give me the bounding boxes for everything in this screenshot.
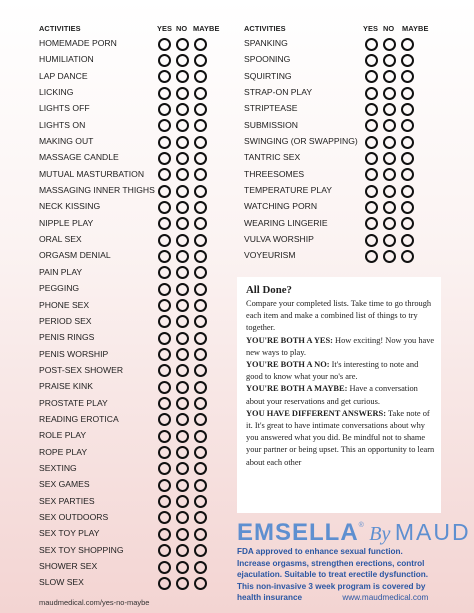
maybe-circle[interactable] [194, 38, 207, 51]
activity-row [39, 281, 209, 297]
activity-label: MASSAGE CANDLE [39, 152, 119, 163]
different-answers-label: YOU HAVE DIFFERENT ANSWERS: [246, 408, 386, 418]
no-circle[interactable] [176, 217, 189, 230]
maybe-circle[interactable] [194, 266, 207, 279]
activity-label: SEX PARTIES [39, 495, 95, 506]
no-circle[interactable] [176, 152, 189, 165]
maybe-circle[interactable] [194, 348, 207, 361]
no-circle[interactable] [176, 446, 189, 459]
left-activities-column [39, 24, 220, 592]
yes-circle[interactable] [158, 315, 171, 328]
both-yes-text: How exciting! Now you have new ways to play. [246, 335, 435, 357]
no-circle[interactable] [176, 462, 189, 475]
fda-line-1: FDA approved to enhance sexual function. [237, 547, 403, 556]
activity-row [39, 167, 209, 183]
yes-circle[interactable] [365, 201, 378, 214]
activity-label: SEX TOY SHOPPING [39, 544, 124, 555]
maybe-circle[interactable] [194, 70, 207, 83]
maybe-circle[interactable] [194, 479, 207, 492]
maybe-heading: MAYBE [193, 24, 220, 33]
maybe-circle[interactable] [401, 250, 414, 263]
no-circle[interactable] [176, 266, 189, 279]
activity-label: ORAL SEX [39, 234, 82, 245]
activity-label: SPOONING [244, 54, 291, 65]
activity-label: SUBMISSION [244, 119, 298, 130]
maybe-circle[interactable] [401, 54, 414, 67]
activity-row [39, 363, 209, 379]
activity-label: PHONE SEX [39, 299, 90, 310]
yes-circle[interactable] [158, 54, 171, 67]
maudmedical-link[interactable]: www.maudmedical.com [342, 593, 429, 602]
no-circle[interactable] [176, 381, 189, 394]
maybe-circle[interactable] [194, 577, 207, 590]
maybe-circle[interactable] [401, 119, 414, 132]
activity-label: SEX TOY PLAY [39, 528, 100, 539]
activity-label: WEARING LINGERIE [244, 217, 328, 228]
maybe-circle[interactable] [194, 495, 207, 508]
activity-row [244, 52, 436, 68]
activity-label: SHOWER SEX [39, 561, 98, 571]
fda-line-5-row [237, 592, 452, 604]
activity-row [244, 69, 436, 85]
maybe-circle[interactable] [194, 462, 207, 475]
yes-circle[interactable] [158, 332, 171, 345]
activity-row [244, 167, 436, 183]
yes-circle[interactable] [158, 299, 171, 312]
maybe-circle[interactable] [194, 283, 207, 296]
no-circle[interactable] [176, 348, 189, 361]
activity-row [244, 36, 436, 52]
activity-row [39, 330, 209, 346]
yes-circle[interactable] [158, 528, 171, 541]
no-circle[interactable] [383, 136, 396, 149]
yes-circle[interactable] [365, 152, 378, 165]
no-circle[interactable] [176, 54, 189, 67]
maybe-circle[interactable] [401, 103, 414, 116]
maybe-circle[interactable] [194, 185, 207, 198]
activity-label: THREESOMES [244, 168, 305, 179]
activity-row [39, 526, 209, 542]
no-circle[interactable] [176, 87, 189, 100]
activity-label: POST-SEX SHOWER [39, 364, 124, 375]
yes-circle[interactable] [365, 217, 378, 230]
no-circle[interactable] [176, 119, 189, 132]
yes-circle[interactable] [158, 217, 171, 230]
activity-row [244, 85, 436, 101]
activity-row [39, 183, 209, 199]
maybe-circle[interactable] [194, 119, 207, 132]
activity-row [39, 461, 209, 477]
yes-circle[interactable] [158, 364, 171, 377]
no-circle[interactable] [176, 185, 189, 198]
maybe-circle[interactable] [194, 315, 207, 328]
no-circle[interactable] [176, 413, 189, 426]
maybe-circle[interactable] [194, 234, 207, 247]
activity-label: PEGGING [39, 283, 80, 294]
activity-row [39, 101, 209, 117]
yes-circle[interactable] [365, 168, 378, 181]
yes-circle[interactable] [158, 479, 171, 492]
activity-label: PRAISE KINK [39, 381, 93, 392]
activity-row [39, 510, 209, 526]
no-circle[interactable] [176, 315, 189, 328]
maybe-circle[interactable] [401, 185, 414, 198]
yes-circle[interactable] [158, 185, 171, 198]
no-circle[interactable] [176, 70, 189, 83]
emsella-wordmark: EMSELLA [237, 519, 359, 546]
fda-line-4: This non-invasive 3 week program is covered by [237, 581, 426, 591]
by-wordmark: By [369, 523, 391, 545]
emsella-by-maud-logo [237, 519, 471, 545]
activity-label: MUTUAL MASTURBATION [39, 168, 145, 179]
yes-circle[interactable] [158, 70, 171, 83]
yes-circle[interactable] [158, 38, 171, 51]
no-circle[interactable] [176, 103, 189, 116]
activity-row [39, 494, 209, 510]
all-done-box [237, 277, 441, 513]
activity-row [39, 134, 209, 150]
activity-row [39, 298, 209, 314]
no-circle[interactable] [383, 87, 396, 100]
yes-circle[interactable] [365, 70, 378, 83]
yes-circle[interactable] [158, 577, 171, 590]
maybe-circle[interactable] [401, 87, 414, 100]
activity-row [244, 216, 436, 232]
activity-label: VULVA WORSHIP [244, 234, 314, 245]
no-circle[interactable] [383, 54, 396, 67]
no-circle[interactable] [383, 168, 396, 181]
no-circle[interactable] [176, 201, 189, 214]
maybe-circle[interactable] [401, 168, 414, 181]
footer-url[interactable]: maudmedical.com/yes-no-maybe [39, 598, 150, 607]
activity-label: SEX GAMES [39, 479, 90, 490]
all-done-intro: Compare your completed lists. Take time to go through each item and make a combined list of things to try together. [246, 299, 432, 333]
yes-circle[interactable] [365, 250, 378, 263]
maybe-circle[interactable] [194, 397, 207, 410]
both-maybe-text: Have a conversation about your reservations and get curious. [246, 384, 418, 406]
activity-label: NECK KISSING [39, 201, 101, 212]
activity-row [39, 199, 209, 215]
maybe-circle[interactable] [401, 38, 414, 51]
maybe-circle[interactable] [401, 234, 414, 247]
yes-circle[interactable] [158, 495, 171, 508]
activity-row [244, 101, 436, 117]
activity-label: LAP DANCE [39, 70, 88, 81]
activity-label: LIGHTS ON [39, 119, 86, 130]
activity-row [39, 543, 209, 559]
yes-circle[interactable] [158, 462, 171, 475]
activity-label: READING EROTICA [39, 413, 119, 424]
maybe-circle[interactable] [401, 217, 414, 230]
yes-circle[interactable] [158, 250, 171, 263]
left-column-header [39, 24, 220, 36]
activity-row [39, 265, 209, 281]
no-circle[interactable] [383, 217, 396, 230]
maybe-circle[interactable] [401, 152, 414, 165]
right-column-header [244, 24, 436, 36]
activity-row [39, 445, 209, 461]
activity-label: SQUIRTING [244, 70, 292, 81]
no-circle[interactable] [176, 511, 189, 524]
activity-label: NIPPLE PLAY [39, 217, 94, 228]
activity-row [39, 118, 209, 134]
no-circle[interactable] [176, 234, 189, 247]
both-yes-label: YOU'RE BOTH A YES: [246, 335, 333, 345]
activity-label: TANTRIC SEX [244, 152, 301, 163]
fda-line-2: Increase orgasms, strengthen erections, control [237, 558, 425, 568]
yes-heading: YES [157, 24, 173, 33]
activity-row [244, 248, 436, 264]
no-circle[interactable] [176, 168, 189, 181]
maybe-circle[interactable] [194, 511, 207, 524]
activity-row [39, 396, 209, 412]
activity-label: PROSTATE PLAY [39, 397, 108, 408]
activity-label: PAIN PLAY [39, 266, 83, 277]
activity-label: LICKING [39, 87, 74, 98]
maybe-circle[interactable] [401, 136, 414, 149]
no-circle[interactable] [176, 397, 189, 410]
maybe-circle[interactable] [194, 528, 207, 541]
yes-circle[interactable] [158, 136, 171, 149]
no-circle[interactable] [176, 430, 189, 443]
no-circle[interactable] [383, 70, 396, 83]
activities-heading: ACTIVITIES [39, 24, 81, 33]
yes-circle[interactable] [158, 201, 171, 214]
maybe-circle[interactable] [194, 168, 207, 181]
yes-circle[interactable] [158, 413, 171, 426]
maybe-circle[interactable] [194, 103, 207, 116]
maybe-circle[interactable] [194, 561, 207, 574]
activity-label: MASSAGING INNER THIGHS [39, 185, 155, 196]
yes-circle[interactable] [365, 54, 378, 67]
no-circle[interactable] [383, 103, 396, 116]
activity-label: HUMILIATION [39, 54, 94, 65]
activity-label: SLOW SEX [39, 577, 84, 588]
right-activities-column [244, 24, 436, 265]
no-circle[interactable] [176, 561, 189, 574]
maybe-circle[interactable] [194, 413, 207, 426]
maybe-circle[interactable] [194, 332, 207, 345]
activity-row [39, 477, 209, 493]
activity-label: SPANKING [244, 38, 288, 48]
both-yes-paragraph [246, 335, 435, 359]
no-heading: NO [383, 24, 395, 33]
no-circle[interactable] [176, 479, 189, 492]
no-circle[interactable] [176, 364, 189, 377]
no-circle[interactable] [383, 38, 396, 51]
maybe-heading: MAYBE [402, 24, 429, 33]
no-circle[interactable] [383, 250, 396, 263]
activity-label: TEMPERATURE PLAY [244, 185, 333, 196]
no-circle[interactable] [176, 136, 189, 149]
activity-label: ORGASM DENIAL [39, 250, 111, 261]
yes-circle[interactable] [158, 446, 171, 459]
both-no-paragraph [246, 359, 435, 383]
yes-circle[interactable] [158, 544, 171, 557]
activity-row [39, 314, 209, 330]
maybe-circle[interactable] [194, 299, 207, 312]
maybe-circle[interactable] [194, 87, 207, 100]
no-circle[interactable] [383, 201, 396, 214]
yes-circle[interactable] [365, 87, 378, 100]
both-no-label: YOU'RE BOTH A NO: [246, 360, 330, 370]
maybe-circle[interactable] [194, 136, 207, 149]
yes-circle[interactable] [158, 87, 171, 100]
activity-label: WATCHING PORN [244, 201, 318, 212]
maybe-circle[interactable] [194, 201, 207, 214]
yes-circle[interactable] [158, 119, 171, 132]
yes-circle[interactable] [158, 103, 171, 116]
yes-circle[interactable] [158, 234, 171, 247]
activity-row [244, 183, 436, 199]
activity-row [39, 69, 209, 85]
activities-heading: ACTIVITIES [244, 24, 286, 33]
yes-circle[interactable] [158, 348, 171, 361]
fda-line-5: health insurance [237, 593, 303, 602]
yes-circle[interactable] [158, 381, 171, 394]
no-circle[interactable] [176, 544, 189, 557]
activity-row [39, 85, 209, 101]
no-circle[interactable] [176, 495, 189, 508]
both-no-text: It's interesting to note and good to know what your no's are. [246, 360, 419, 382]
yes-circle[interactable] [365, 185, 378, 198]
both-maybe-paragraph [246, 383, 435, 407]
activity-label: SWINGING (OR SWAPPING) [244, 136, 358, 147]
activity-label: PENIS RINGS [39, 332, 95, 343]
maybe-circle[interactable] [194, 217, 207, 230]
registered-mark: ® [358, 522, 364, 529]
activity-label: PENIS WORSHIP [39, 348, 109, 359]
yes-circle[interactable] [365, 119, 378, 132]
no-heading: NO [176, 24, 188, 33]
maybe-circle[interactable] [194, 381, 207, 394]
yes-circle[interactable] [158, 511, 171, 524]
yes-circle[interactable] [365, 136, 378, 149]
different-answers-paragraph [246, 408, 435, 469]
maybe-circle[interactable] [194, 446, 207, 459]
activity-row [39, 248, 209, 264]
yes-circle[interactable] [158, 266, 171, 279]
activity-row [244, 118, 436, 134]
yes-circle[interactable] [365, 38, 378, 51]
yes-circle[interactable] [158, 283, 171, 296]
different-answers-text: Take note of it. It's great to have intimate conversations about why you answered what you did. Be mindful not to shame your partner or being upset. This an opportunity to learn about each other [246, 408, 435, 467]
activity-label: STRIPTEASE [244, 103, 298, 114]
activity-row [244, 150, 436, 166]
maybe-circle[interactable] [194, 430, 207, 443]
maybe-circle[interactable] [401, 201, 414, 214]
activity-row [244, 134, 436, 150]
no-circle[interactable] [176, 283, 189, 296]
fda-promo-text [237, 546, 452, 604]
yes-circle[interactable] [158, 397, 171, 410]
activity-label: HOMEMADE PORN [39, 38, 117, 48]
activity-row [244, 232, 436, 248]
no-circle[interactable] [176, 250, 189, 263]
yes-circle[interactable] [158, 168, 171, 181]
activity-row [39, 575, 209, 591]
maybe-circle[interactable] [194, 250, 207, 263]
activity-label: LIGHTS OFF [39, 103, 90, 114]
yes-circle[interactable] [365, 234, 378, 247]
yes-circle[interactable] [365, 103, 378, 116]
activity-label: MAKING OUT [39, 136, 94, 147]
yes-heading: YES [363, 24, 379, 33]
activity-row [39, 412, 209, 428]
yes-circle[interactable] [158, 152, 171, 165]
activity-label: ROPE PLAY [39, 446, 88, 457]
yes-circle[interactable] [158, 430, 171, 443]
activity-row [39, 216, 209, 232]
yes-circle[interactable] [158, 561, 171, 574]
activity-label: ROLE PLAY [39, 430, 87, 441]
activity-label: STRAP-ON PLAY [244, 87, 313, 98]
maybe-circle[interactable] [194, 54, 207, 67]
activity-row [39, 559, 209, 575]
fda-line-3: ejaculation. Suitable to treat erectile dysfunction. [237, 570, 429, 579]
no-circle[interactable] [176, 577, 189, 590]
no-circle[interactable] [176, 299, 189, 312]
no-circle[interactable] [176, 38, 189, 51]
maybe-circle[interactable] [194, 152, 207, 165]
no-circle[interactable] [383, 152, 396, 165]
activity-row [39, 36, 209, 52]
activity-label: VOYEURISM [244, 250, 296, 261]
no-circle[interactable] [176, 528, 189, 541]
activity-row [39, 428, 209, 444]
activity-label: SEXTING [39, 462, 77, 473]
activity-row [39, 347, 209, 363]
activity-row [39, 52, 209, 68]
maybe-circle[interactable] [194, 544, 207, 557]
no-circle[interactable] [383, 185, 396, 198]
no-circle[interactable] [383, 119, 396, 132]
maud-wordmark: MAUD [394, 519, 471, 545]
maybe-circle[interactable] [194, 364, 207, 377]
activity-row [39, 232, 209, 248]
activity-row [39, 379, 209, 395]
activity-label: PERIOD SEX [39, 315, 92, 326]
no-circle[interactable] [176, 332, 189, 345]
activity-label: SEX OUTDOORS [39, 511, 109, 522]
activity-row [39, 150, 209, 166]
all-done-title: All Done? [246, 284, 292, 296]
maybe-circle[interactable] [401, 70, 414, 83]
activity-row [244, 199, 436, 215]
both-maybe-label: YOU'RE BOTH A MAYBE: [246, 384, 348, 394]
no-circle[interactable] [383, 234, 396, 247]
